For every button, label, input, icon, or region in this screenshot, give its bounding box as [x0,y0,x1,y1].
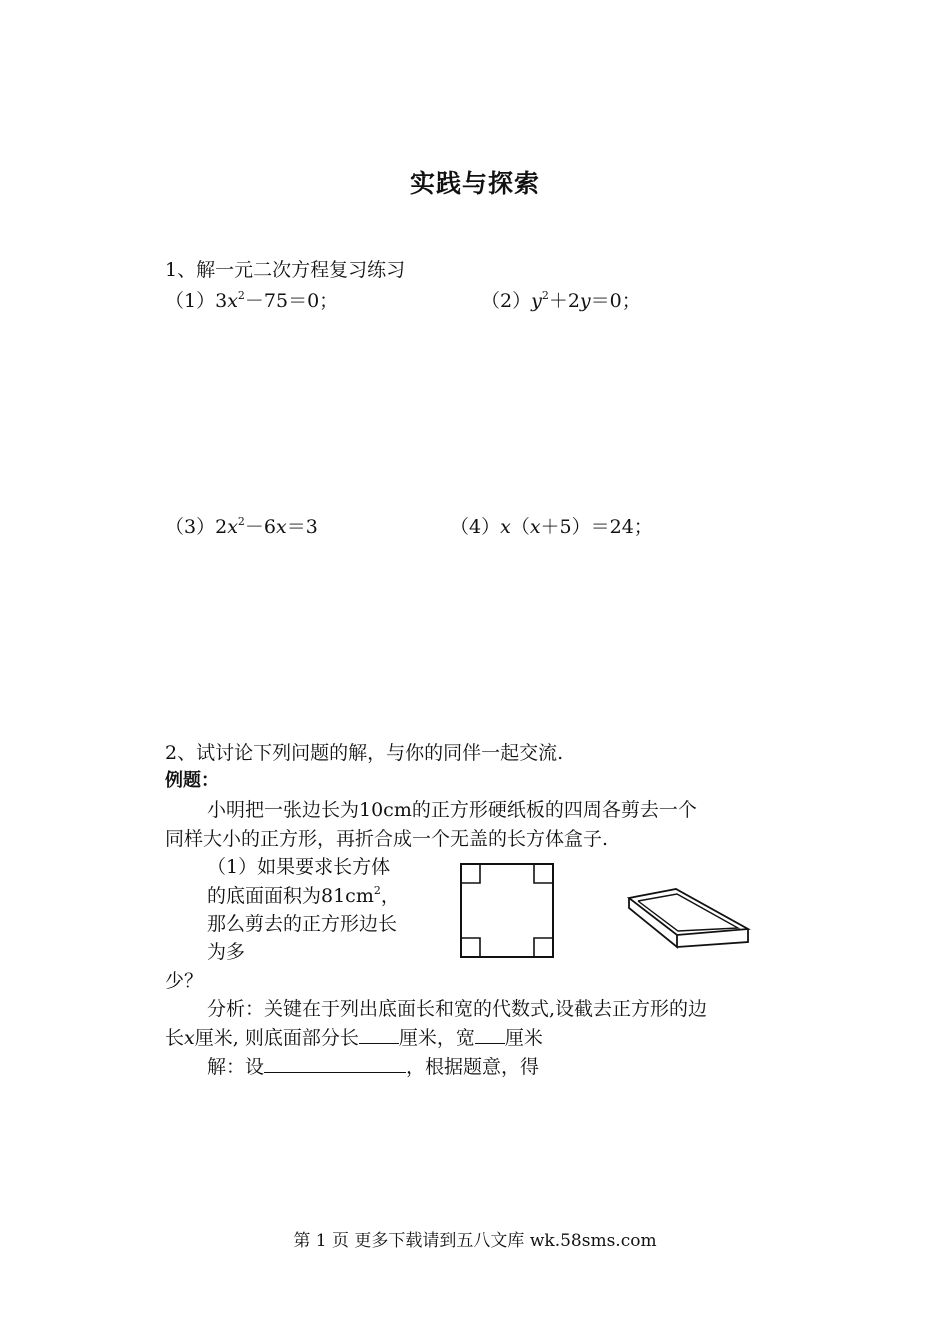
corner-cut-bottom-right [534,938,553,957]
section1-heading: 1、解一元二次方程复习练习 [165,259,406,281]
question1-line5: 少？ [165,970,204,992]
open-box-figure [626,886,752,950]
question1-line2: 的底面面积为$81cm^2$， [207,884,400,907]
example-text-line2: 同样大小的正方形，再折合成一个无盖的长方体盒子. [165,828,609,850]
example-text-line1: 小明把一张边长为10cm的正方形硬纸板的四周各剪去一个 [207,799,697,821]
corner-cut-top-left [461,864,480,883]
section2-heading: 2、试讨论下列问题的解，与你的同伴一起交流. [165,742,564,764]
analysis-line1: 分析：关键在于列出底面长和宽的代数式,设截去正方形的边 [207,998,708,1020]
page-footer: 第 1 页 更多下载请到五八文库 wk.58sms.com [293,1231,657,1251]
corner-cut-bottom-left [461,938,480,957]
problem-2: $(2)y^2+2y=0$； [481,289,641,312]
problem-3: $(3)2x^2-6x=3$ [165,515,318,538]
width-blank[interactable] [475,1043,505,1044]
solution-line: 解：设 ，根据题意，得 [207,1056,540,1078]
analysis-line2: 长x厘米, 则底面部分长 厘米，宽 厘米 [165,1027,543,1049]
problem-4: （4）x（x＋5）＝24； [450,516,653,538]
box-front-left-side [629,898,677,947]
question1-line1: （1）如果要求长方体 [207,856,391,878]
square-outline [461,864,553,957]
example-label: 例题： [165,770,219,791]
question1-line3: 那么剪去的正方形边长 [207,913,398,935]
length-blank[interactable] [359,1043,399,1044]
box-inner-rim [638,894,738,931]
page-title: 实践与探索 [409,169,540,198]
solution-blank[interactable] [264,1072,406,1073]
corner-cut-top-right [534,864,553,883]
problem-1: $(1)3x^2-75=0$； [165,289,339,312]
cardboard-square-figure [458,861,556,961]
question1-line4: 为多 [207,941,246,963]
